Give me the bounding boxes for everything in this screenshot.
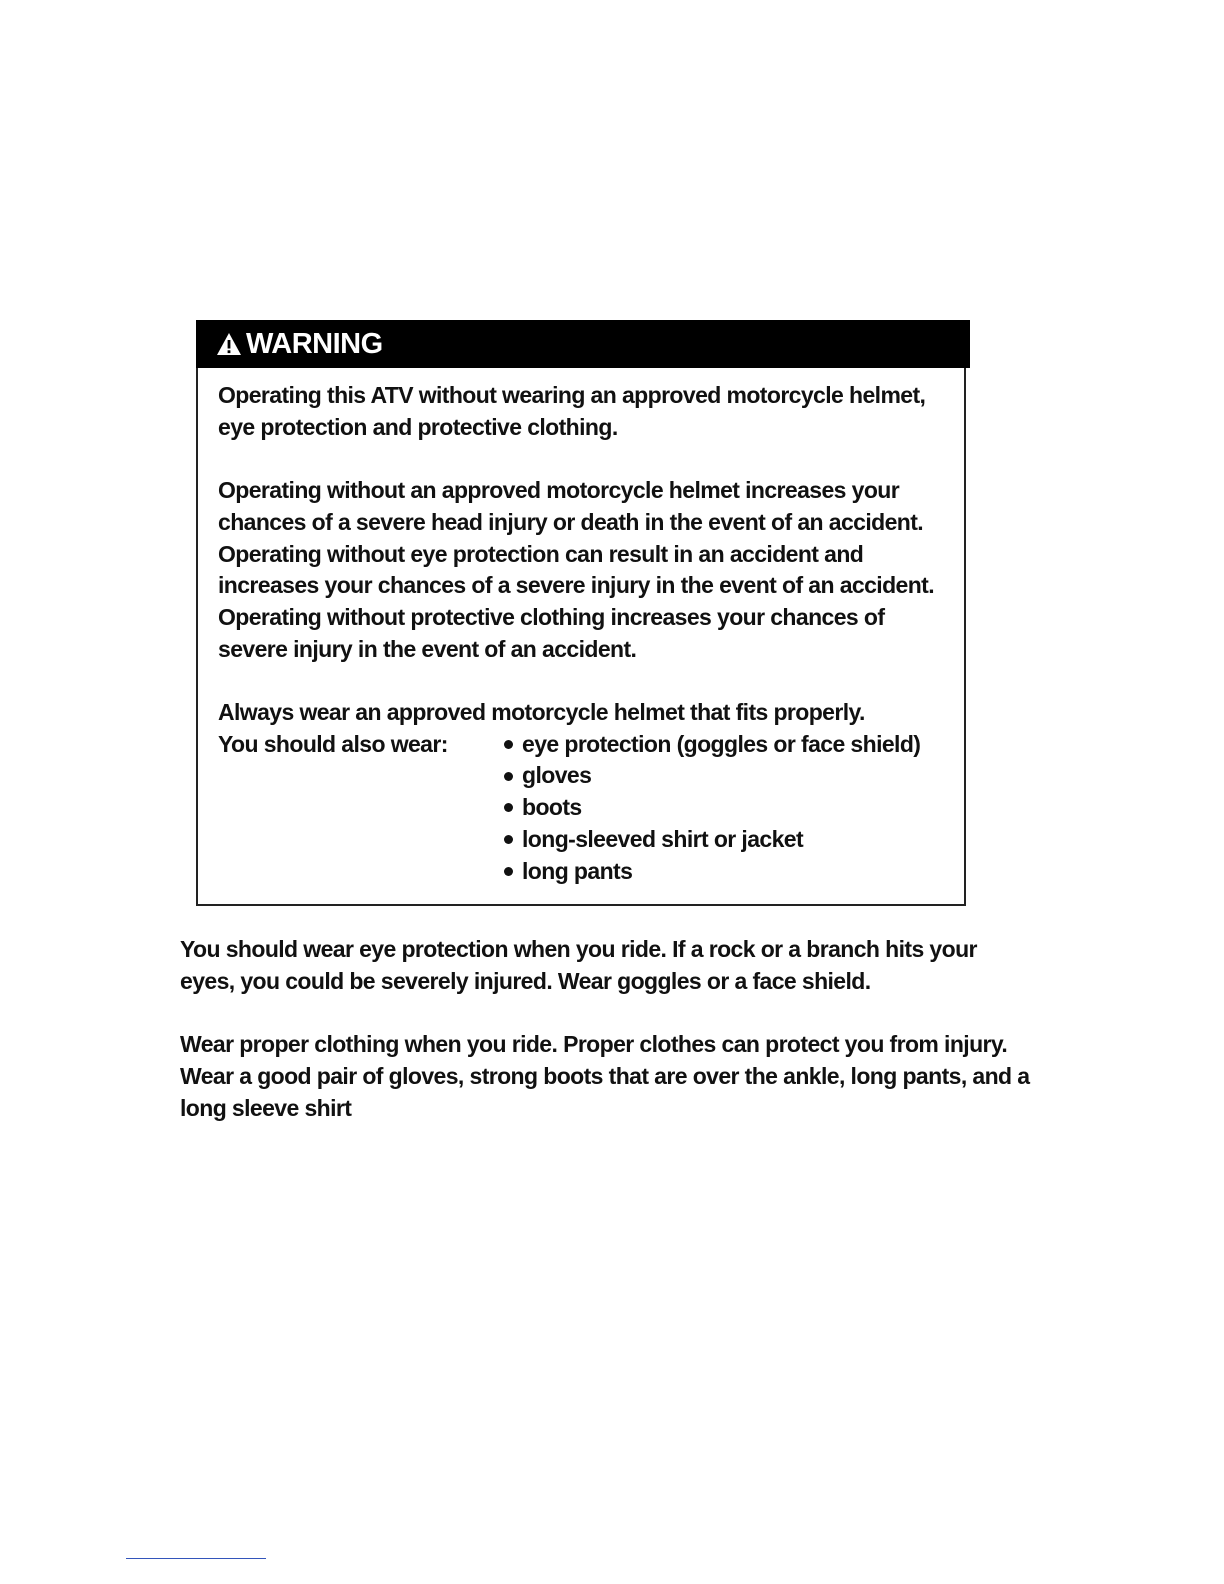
bullet-icon xyxy=(504,772,513,781)
also-wear-row xyxy=(218,729,958,888)
gear-item xyxy=(504,856,920,888)
consequence-line: severe injury in the event of an accident. xyxy=(218,635,637,662)
eye-protection-paragraph xyxy=(180,934,1060,997)
gear-item-label: gloves xyxy=(522,762,592,789)
consequence-line: Operating without eye protection can result in an accident and xyxy=(218,540,864,567)
instruction-statement xyxy=(218,697,958,887)
bullet-icon xyxy=(504,803,513,812)
clothing-paragraph xyxy=(180,1029,1060,1124)
gear-item xyxy=(504,824,920,856)
footer-rule xyxy=(126,1558,266,1559)
consequence-line: chances of a severe head injury or death in the event of an accident. xyxy=(218,508,924,535)
gear-item xyxy=(504,729,920,761)
gear-list xyxy=(504,729,920,888)
clothing-line: Wear proper clothing when you ride. Proper clothes can protect you from injury. xyxy=(180,1031,1008,1058)
warning-header xyxy=(196,320,970,368)
hazard-line: Operating this ATV without wearing an approved motorcycle helmet, xyxy=(218,382,926,408)
warning-title: WARNING xyxy=(246,327,383,360)
eye-protection-line: eyes, you could be severely injured. Wear goggles or a face shield. xyxy=(180,967,871,994)
bullet-icon xyxy=(504,835,513,844)
gear-item-label: boots xyxy=(522,794,582,821)
body-text xyxy=(180,934,1060,1124)
gear-item-label: eye protection (goggles or face shield) xyxy=(522,730,921,757)
consequence-line: increases your chances of a severe injury in the event of an accident. xyxy=(218,572,935,599)
instruction-line: Always wear an approved motorcycle helmet that fits properly. xyxy=(218,699,865,725)
warning-box xyxy=(196,320,966,906)
also-wear-label: You should also wear: xyxy=(218,730,448,757)
hazard-line: eye protection and protective clothing. xyxy=(218,413,618,440)
eye-protection-line: You should wear eye protection when you ride. If a rock or a branch hits your xyxy=(180,936,977,962)
consequence-statement xyxy=(218,475,958,665)
clothing-line: long sleeve shirt xyxy=(180,1094,352,1121)
warning-triangle-icon xyxy=(216,332,242,356)
gear-item xyxy=(504,760,920,792)
hazard-statement xyxy=(218,380,958,443)
gear-item xyxy=(504,792,920,824)
bullet-icon xyxy=(504,867,513,876)
bullet-icon xyxy=(504,740,513,749)
warning-body xyxy=(218,380,958,887)
consequence-line: Operating without protective clothing increases your chances of xyxy=(218,603,885,630)
gear-item-label: long-sleeved shirt or jacket xyxy=(522,825,804,852)
gear-item-label: long pants xyxy=(522,857,633,884)
consequence-line: Operating without an approved motorcycle helmet increases your xyxy=(218,477,900,504)
clothing-line: Wear a good pair of gloves, strong boots that are over the ankle, long pants, and a xyxy=(180,1062,1030,1089)
